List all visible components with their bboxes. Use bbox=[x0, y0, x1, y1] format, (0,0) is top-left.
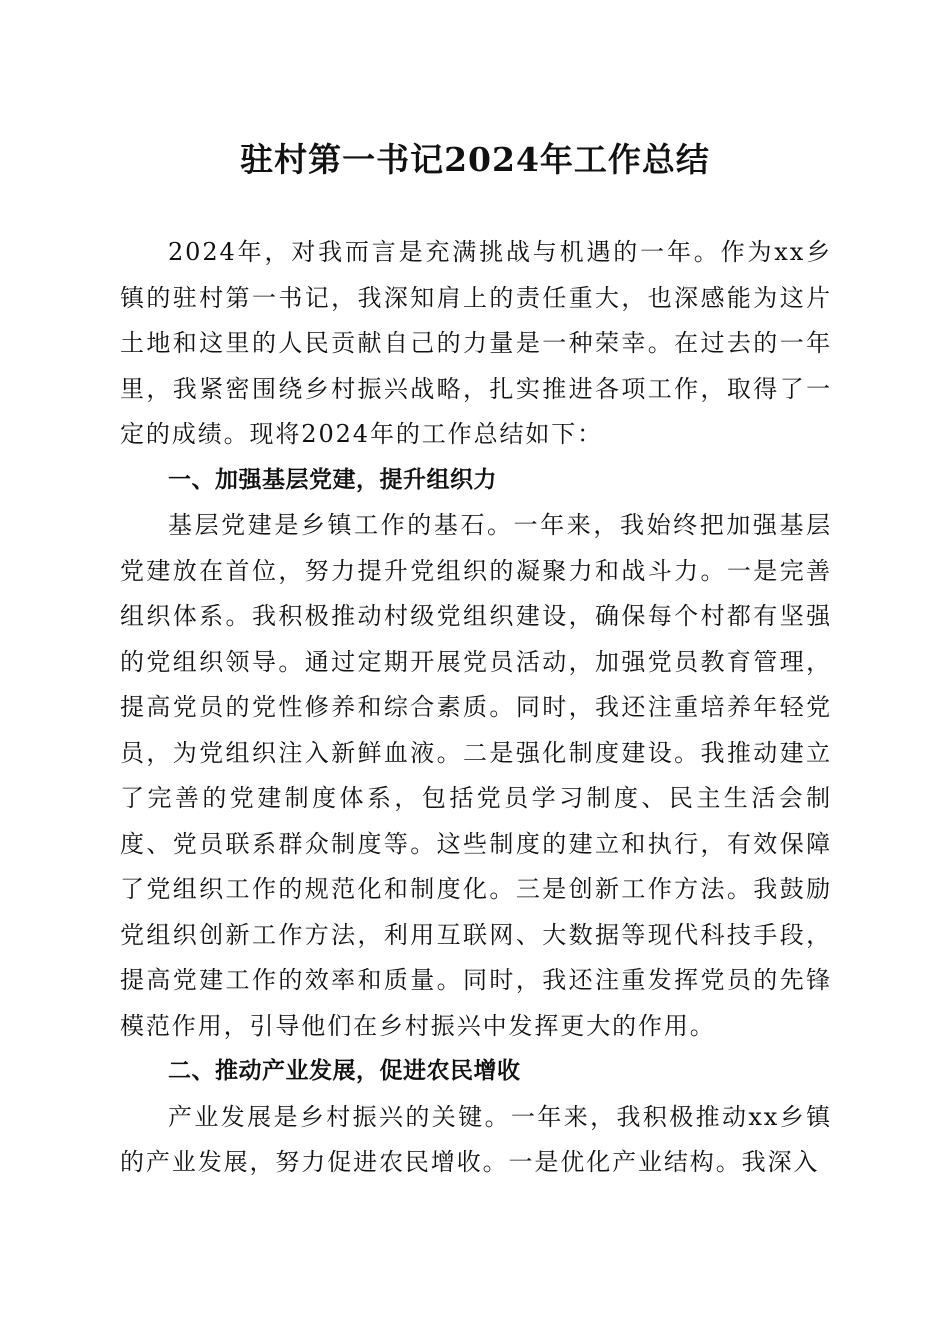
intro-paragraph: 2024年，对我而言是充满挑战与机遇的一年。作为xx乡镇的驻村第一书记，我深知肩上的责任重大，也深感能为这片土地和这里的人民贡献自己的力量是一种荣幸。在过去的一年里，我紧密围绕乡村振兴战略，扎实推进各项工作，取得了一定的成绩。现将2024年的工作总结如下： bbox=[120, 238, 832, 448]
document-title: 驻村第一书记2024年工作总结 bbox=[240, 140, 710, 179]
section-body-industry: 产业发展是乡村振兴的关键。一年来，我积极推动xx乡镇的产业发展，努力促进农民增收。一是优化产业结构。我深入 bbox=[120, 1102, 832, 1176]
section-heading-party-building: 一、加强基层党建，提升组织力 bbox=[168, 466, 497, 493]
section-heading-industry: 二、推动产业发展，促进农民增收 bbox=[168, 1058, 521, 1084]
section-body-party-building: 基层党建是乡镇工作的基石。一年来，我始终把加强基层党建放在首位，努力提升党组织的凝聚力和战斗力。一是完善组织体系。我积极推动村级党组织建设，确保每个村都有坚强的党组织领导。通过定期开展党员活动，加强党员教育管理，提高党员的党性修养和综合素质。同时，我还注重培养年轻党员，为党组织注入新鲜血液。二是强化制度建设。我推动建立了完善的党建制度体系，包括党员学习制度、民主生活会制度、党员联系群众制度等。这些制度的建立和执行，有效保障了党组织工作的规范化和制度化。三是创新工作方法。我鼓励党组织创新工作方法，利用互联网、大数据等现代科技手段，提高党建工作的效率和质量。同时，我还注重发挥党员的先锋模范作用，引导他们在乡村振兴中发挥更大的作用。 bbox=[120, 511, 832, 1040]
document-body bbox=[120, 230, 832, 1186]
